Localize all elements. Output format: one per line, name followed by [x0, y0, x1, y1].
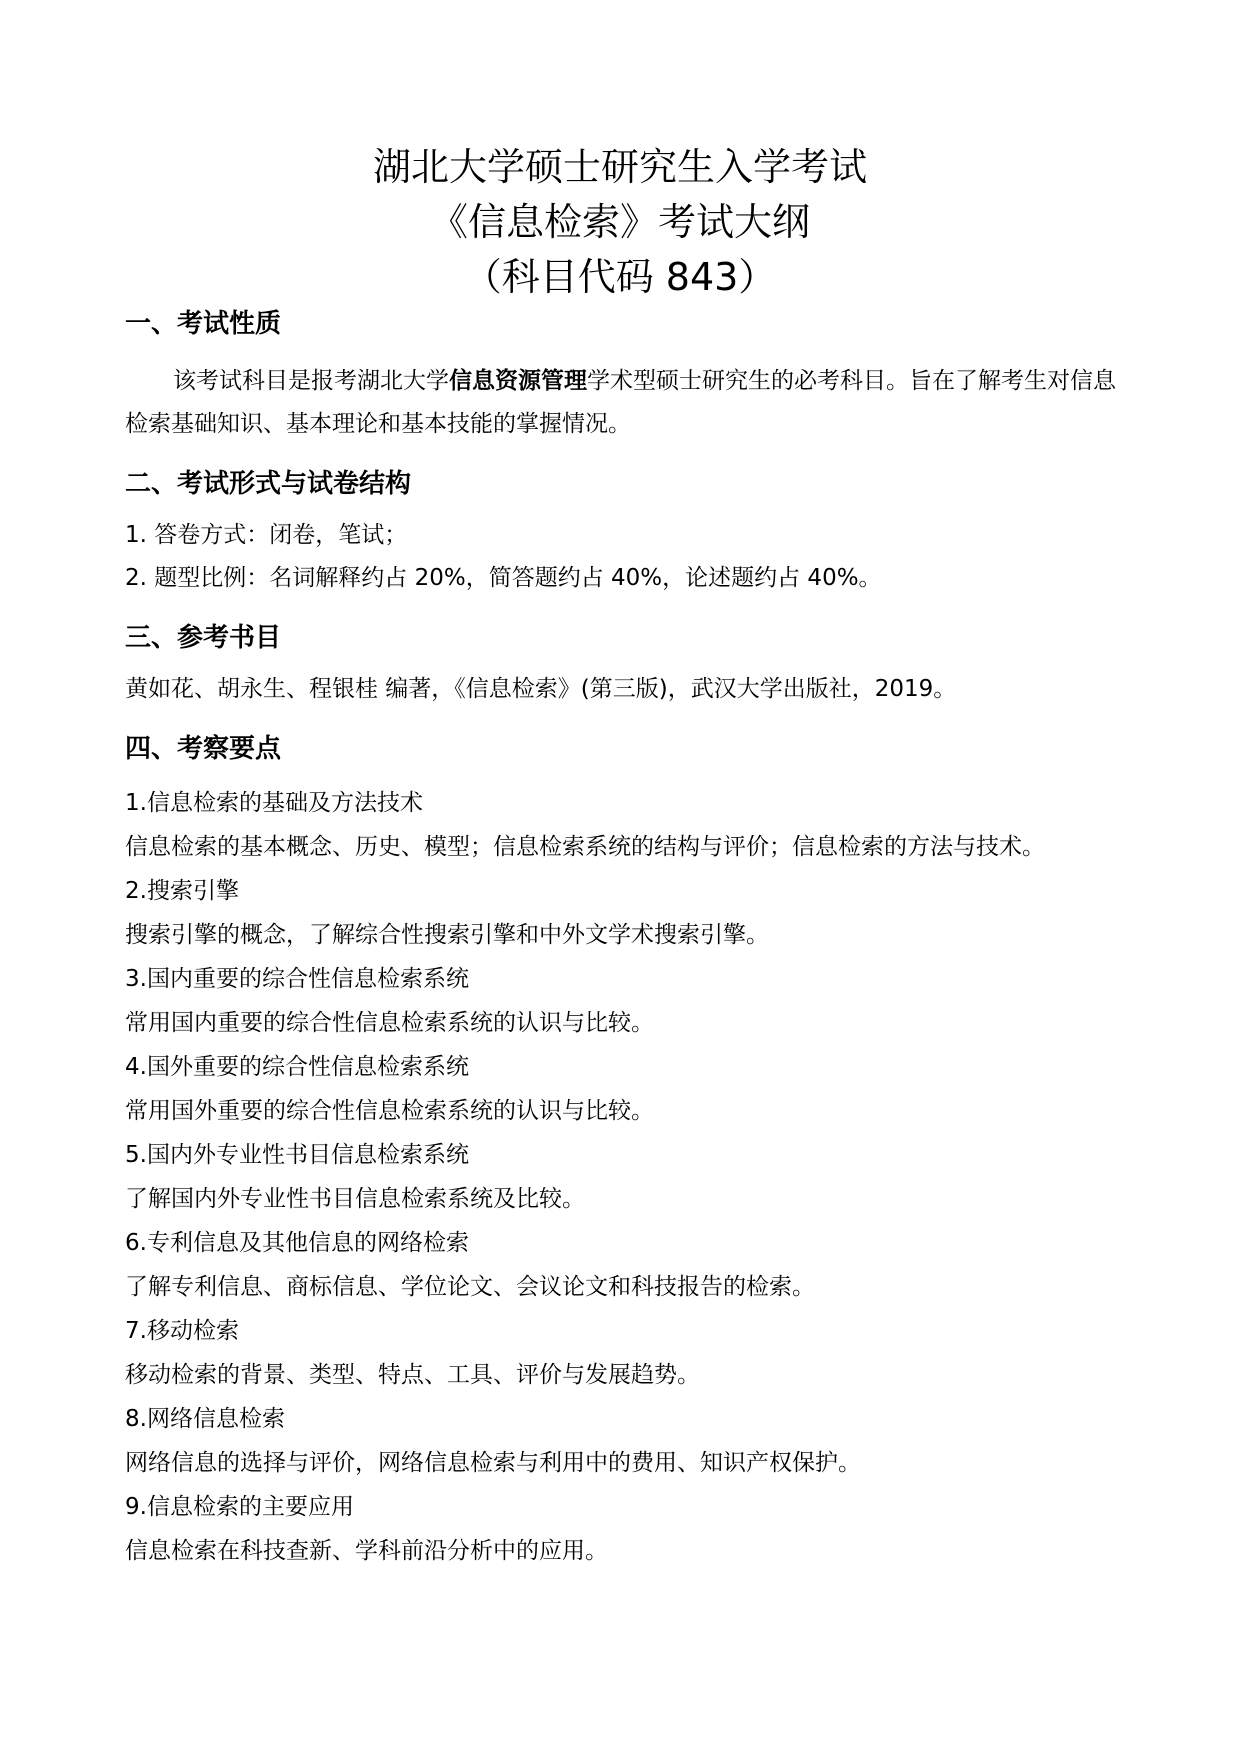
- section-heading-format: 二、考试形式与试卷结构: [125, 469, 412, 499]
- key-point-desc: 信息检索在科技查新、学科前沿分析中的应用。: [125, 1538, 608, 1564]
- format-list: [125, 514, 1125, 600]
- key-point-desc: 网络信息的选择与评价，网络信息检索与利用中的费用、知识产权保护。: [125, 1450, 861, 1476]
- document-title: [0, 140, 1240, 305]
- section-heading-nature: 一、考试性质: [125, 309, 282, 339]
- paragraph-text-start: 该考试科目是报考湖北大学: [173, 368, 449, 394]
- title-line-1: 湖北大学硕士研究生入学考试: [372, 145, 867, 189]
- document-body: [125, 306, 1125, 1573]
- key-point-desc: 搜索引擎的概念，了解综合性搜索引擎和中外文学术搜索引擎。: [125, 922, 769, 948]
- key-point-title: 2.搜索引擎: [125, 878, 239, 904]
- key-point-desc: 移动检索的背景、类型、特点、工具、评价与发展趋势。: [125, 1362, 700, 1388]
- title-line-3: （科目代码 843）: [463, 255, 777, 299]
- key-point-desc: 了解国内外专业性书目信息检索系统及比较。: [125, 1186, 585, 1212]
- reference-book: 黄如花、胡永生、程银桂 编著，《信息检索》(第三版)，武汉大学出版社，2019。: [125, 676, 957, 702]
- key-point-desc: 了解专利信息、商标信息、学位论文、会议论文和科技报告的检索。: [125, 1274, 815, 1300]
- section-heading-key-points: 四、考察要点: [125, 734, 282, 764]
- key-point-title: 6.专利信息及其他信息的网络检索: [125, 1230, 469, 1256]
- key-point-desc: 信息检索的基本概念、历史、模型；信息检索系统的结构与评价；信息检索的方法与技术。: [125, 834, 1045, 860]
- key-point-desc: 常用国内重要的综合性信息检索系统的认识与比较。: [125, 1010, 654, 1036]
- key-point-title: 4.国外重要的综合性信息检索系统: [125, 1054, 469, 1080]
- key-point-title: 7.移动检索: [125, 1318, 239, 1344]
- section-nature-paragraph: [125, 360, 1125, 446]
- format-item-question-ratio: 2. 题型比例：名词解释约占 20%，简答题约占 40%，论述题约占 40%。: [125, 565, 882, 591]
- key-point-title: 1.信息检索的基础及方法技术: [125, 790, 423, 816]
- title-line-2: 《信息检索》考试大纲: [429, 200, 810, 244]
- format-item-answer-mode: 1. 答卷方式：闭卷，笔试；: [125, 522, 408, 548]
- section-heading-references: 三、参考书目: [125, 623, 282, 653]
- paragraph-bold-major: 信息资源管理: [449, 368, 587, 394]
- paragraph-text-end: 学术型硕士研究生的必考科目。旨在了解考生对信息检索基础知识、基本理论和基本技能的掌握情况。: [125, 368, 1116, 437]
- key-point-title: 3.国内重要的综合性信息检索系统: [125, 966, 469, 992]
- key-point-title: 8.网络信息检索: [125, 1406, 285, 1432]
- key-points-list: [125, 781, 1125, 1573]
- key-point-desc: 常用国外重要的综合性信息检索系统的认识与比较。: [125, 1098, 654, 1124]
- key-point-title: 9.信息检索的主要应用: [125, 1494, 354, 1520]
- key-point-title: 5.国内外专业性书目信息检索系统: [125, 1142, 469, 1168]
